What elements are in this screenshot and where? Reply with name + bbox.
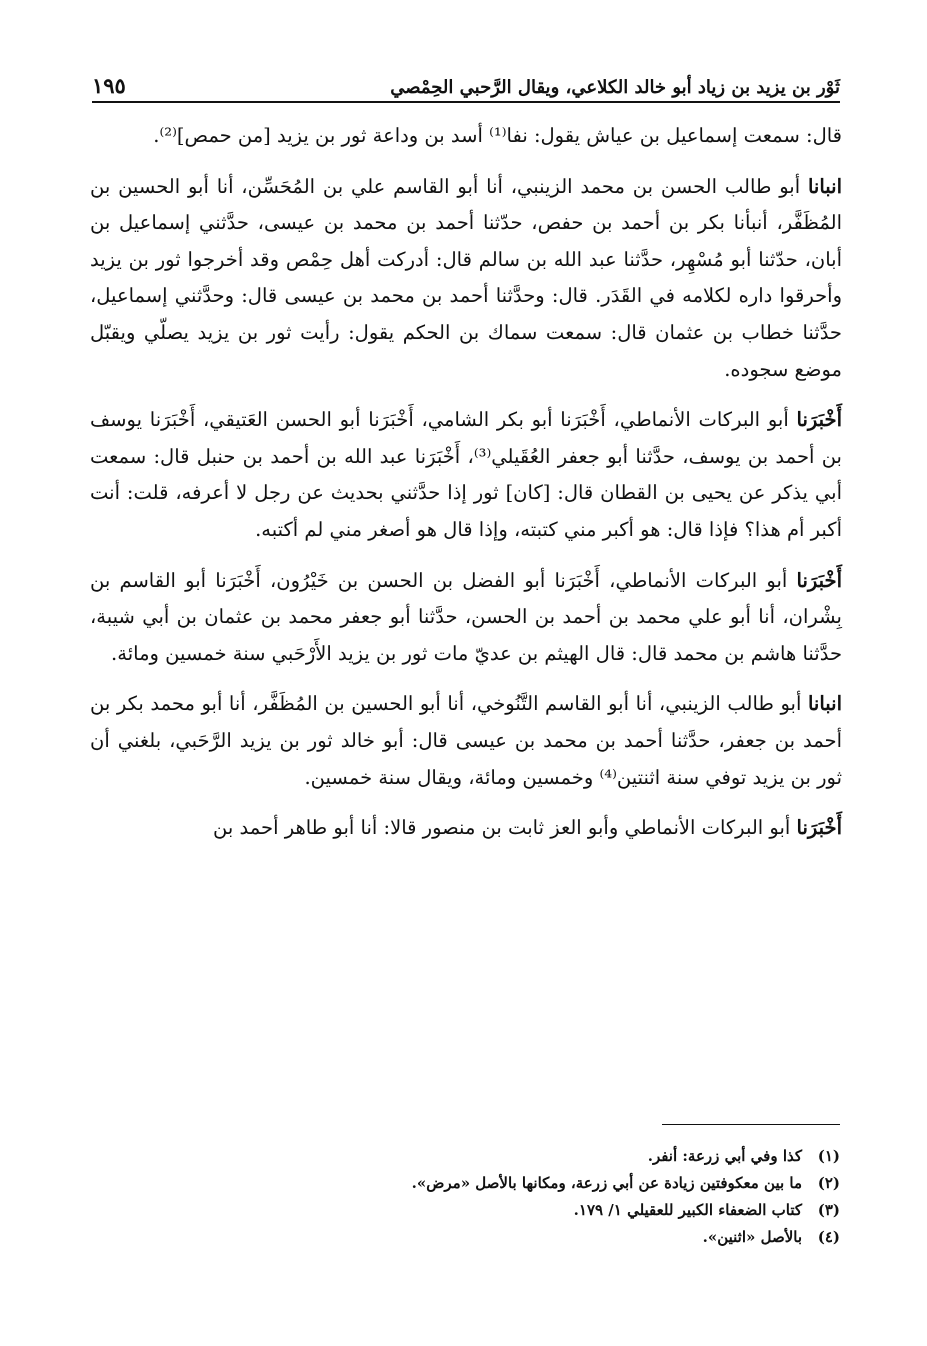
footnote <box>90 1224 840 1251</box>
paragraph-text: أبو طالب الزينبي، أنا أبو القاسم التَّنُوخي، أنا أبو الحسين بن المُظَفَّر، أنا أبو محمد بكر بن أحمد بن جعفر، حدَّثنا أحمد بن محمد بن عيسى قال: أبو خالد ثور بن يزيد الرَّحَبي، بلغني أن ثور بن يزيد توفي سنة اثنتين⁽⁴⁾ وخمسين ومائة، ويقال سنة خمسين. <box>90 692 842 789</box>
footnotes <box>90 1143 840 1251</box>
paragraph <box>90 402 842 548</box>
paragraph <box>90 810 842 847</box>
page-number: ١٩٥ <box>92 73 126 98</box>
paragraph-lead: انبانا <box>807 692 842 716</box>
footnote <box>90 1143 840 1170</box>
paragraph-text: قال: سمعت إسماعيل بن عياش يقول: نفا⁽¹⁾ أسد بن وداعة ثور بن يزيد [من حمص]⁽²⁾. <box>153 124 842 147</box>
footnote-text: ما بين معكوفتين زيادة عن أبي زرعة، ومكانها بالأصل «مرض». <box>411 1174 802 1192</box>
paragraph <box>90 686 842 796</box>
paragraph-text: أبو البركات الأنماطي، أَخْبَرَنا أبو الفضل بن الحسن بن خَيْرُون، أَخْبَرَنا أبو القاسم بن بِشْران، أنا أبو علي محمد بن أحمد بن الحسن، حدَّثنا أبو جعفر محمد بن عثمان بن أبي شيبة، حدَّثنا هاشم بن محمد قال: قال الهيثم بن عديّ مات ثور بن يزيد الأَرْحَبي سنة خمسين ومائة. <box>90 568 842 665</box>
footnote-text: كتاب الضعفاء الكبير للعقيلي ١/ ١٧٩. <box>573 1201 802 1219</box>
paragraph-lead: أَخْبَرَنا <box>796 816 842 840</box>
footnote-rule <box>662 1124 840 1125</box>
paragraph-text: أبو طالب الحسن بن محمد الزينبي، أنا أبو القاسم علي بن المُحَسِّن، أنا أبو الحسين بن المُظَفَّر، أنبأنا بكر بن أحمد بن حفص، حدّثنا أحمد بن محمد بن عيسى، حدَّثني إسماعيل بن أبان، حدّثنا أبو مُسْهِر، حدَّثنا عبد الله بن سالم قال: أدركت أهل حِمْص وقد أخرجوا ثور بن يزيد وأحرقوا داره لكلامه في القَدَر. قال: وحدَّثنا أحمد بن محمد بن عيسى قال: وحدَّثني إسماعيل، حدَّثنا خطاب بن عثمان قال: سمعت سماك بن الحكم يقول: رأيت ثور بن يزيد يصلّي ويقبّل موضع سجوده. <box>90 174 842 381</box>
footnote-number: (٤) <box>817 1228 840 1246</box>
footnote-text: كذا وفي أبي زرعة: أنفر. <box>647 1147 802 1165</box>
paragraph <box>90 118 842 155</box>
footnote <box>90 1197 840 1224</box>
paragraph <box>90 169 842 389</box>
paragraph-lead: أَخْبَرَنا <box>796 408 842 432</box>
paragraph-text: أبو البركات الأنماطي، أَخْبَرَنا أبو بكر الشامي، أَخْبَرَنا أبو الحسن العَتيقي، أَخْبَرَنا يوسف بن أحمد بن يوسف، حدَّثنا أبو جعفر العُقَيلي⁽³⁾، أَخْبَرَنا عبد الله بن أحمد بن حنبل قال: سمعت أبي يذكر عن يحيى بن القطان قال: [كان] ثور إذا حدَّثني بحديث عن رجل لا أعرفه، قلت: أنت أكبر أم هذا؟ فإذا قال: هو أكبر مني كتبته، وإذا قال هو أصغر مني لم أكتبه. <box>90 408 842 541</box>
paragraph-lead: أَخْبَرَنا <box>796 568 842 592</box>
paragraph-text: أبو البركات الأنماطي وأبو العز ثابت بن منصور قالا: أنا أبو طاهر أحمد بن <box>213 816 797 840</box>
header-title: ثَوْر بن يزيد بن زياد أبو خالد الكلاعي، ويقال الرَّحبي الحِمْصي <box>390 77 840 98</box>
footnote-number: (٢) <box>817 1174 840 1192</box>
footnote-text: بالأصل «اثنين». <box>702 1228 802 1246</box>
main-text <box>90 118 842 861</box>
footnote <box>90 1170 840 1197</box>
header-rule <box>92 101 840 103</box>
paragraph-lead: انبانا <box>807 174 842 198</box>
footnote-number: (٣) <box>817 1201 840 1219</box>
footnote-number: (١) <box>817 1147 840 1165</box>
paragraph <box>90 563 842 673</box>
running-header <box>92 58 840 102</box>
